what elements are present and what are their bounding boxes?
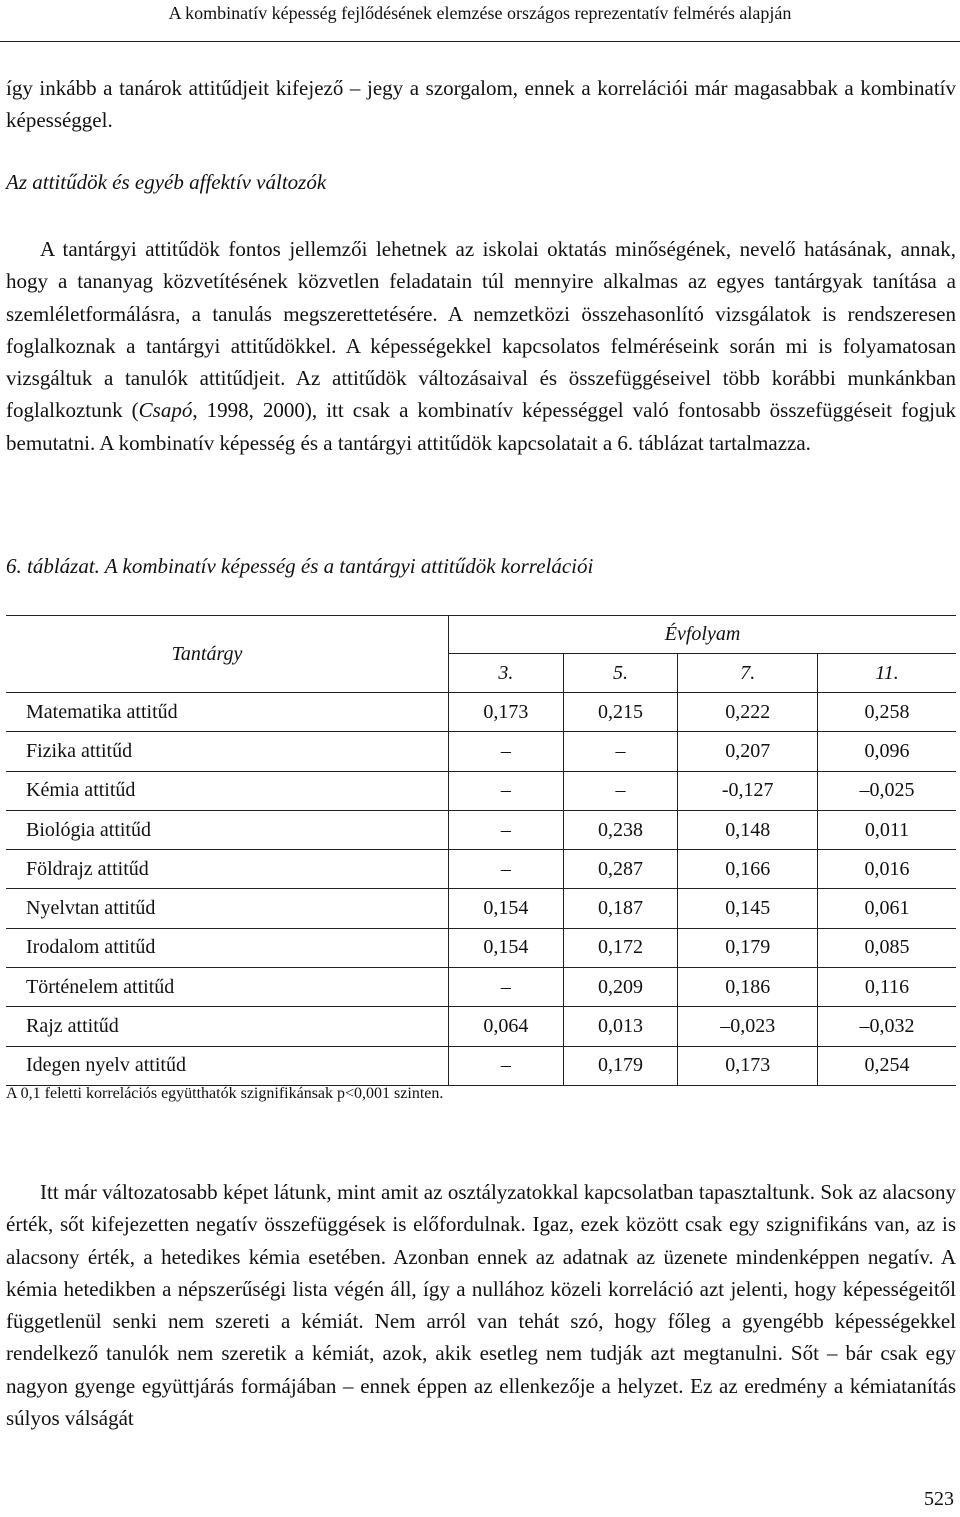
header-rule [0, 41, 960, 42]
correlation-cell: 0,287 [563, 850, 678, 889]
correlation-cell: 0,186 [678, 968, 818, 1007]
correlation-cell: 0,166 [678, 850, 818, 889]
row-subject-label: Idegen nyelv attitűd [6, 1046, 449, 1085]
correlation-cell: 0,148 [678, 810, 818, 849]
correlation-cell: 0,013 [563, 1007, 678, 1046]
table-row [6, 850, 956, 889]
row-subject-label: Irodalom attitűd [6, 928, 449, 967]
grade-group-header: Évfolyam [449, 616, 957, 654]
row-subject-label: Biológia attitűd [6, 810, 449, 849]
table-row [6, 1007, 956, 1046]
row-subject-label: Fizika attitűd [6, 732, 449, 771]
row-subject-label: Földrajz attitűd [6, 850, 449, 889]
correlation-table [6, 615, 956, 1086]
correlation-cell: 0,172 [563, 928, 678, 967]
row-subject-label: Matematika attitűd [6, 693, 449, 732]
correlation-cell: 0,154 [449, 889, 564, 928]
correlation-cell: 0,215 [563, 693, 678, 732]
correlation-cell: 0,016 [818, 850, 956, 889]
table-body [6, 693, 956, 1086]
subject-column-header: Tantárgy [6, 616, 449, 693]
correlation-cell: – [449, 1046, 564, 1085]
correlation-cell: 0,116 [818, 968, 956, 1007]
table-footnote: A 0,1 feletti korrelációs együtthatók szignifikánsak p<0,001 szinten. [6, 1085, 444, 1102]
correlation-cell: 0,254 [818, 1046, 956, 1085]
correlation-cell: – [563, 732, 678, 771]
correlation-cell: 0,011 [818, 810, 956, 849]
paragraph-attitudes [6, 233, 956, 459]
correlation-cell: –0,032 [818, 1007, 956, 1046]
grade-header-cell: 11. [818, 654, 956, 693]
correlation-cell: 0,096 [818, 732, 956, 771]
paragraph-discussion-text: Itt már változatosabb képet látunk, mint amit az osztályzatokkal kapcsolatban tapasztaltunk. Sok az alacsony érték, sőt kifejezetten negatív összefüggések is előfordulnak. Igaz, ezek között csak egy szignifikáns van, az is alacsony érték, a hetedikes kémia esetében. Azonban ennek az adatnak az üzenete mindenképpen negatív. A kémia hetedikben a népszerűségi lista végén áll, így a nullához közeli korreláció azt jelenti, hogy képességeitől függetlenül senki nem szereti a kémiát. Nem arról van tehát szó, hogy főleg a gyengébb képességekkel rendelkező tanulók nem szeretik a kémiát, azok, akik esetleg nem tudják azt megtanulni. Sőt – bár csak egy nagyon gyenge együttjárás formájában – ennek éppen az ellenkezője a helyzet. Ez az eredmény a kémiatanítás súlyos válságát [6, 1180, 956, 1431]
grade-header-cell: 7. [678, 654, 818, 693]
table-caption: 6. táblázat. A kombinatív képesség és a tantárgyi attitűdök korrelációi [6, 554, 594, 578]
table-row [6, 732, 956, 771]
correlation-cell: 0,173 [449, 693, 564, 732]
running-title: A kombinatív képesség fejlődésének elemzése országos reprezentatív felmérés alapján [168, 3, 792, 23]
paragraph-attitudes-text-end: , 1998, 2000), itt csak a kombinatív képességgel való fontosabb összefüggéseit fogjuk bemutatni. A kombinatív képesség és a tantárgyi attitűdök kapcsolatait a 6. táblázat tartalmazza. [6, 398, 956, 455]
correlation-cell: 0,173 [678, 1046, 818, 1085]
table-row [6, 928, 956, 967]
correlation-cell: – [449, 850, 564, 889]
correlation-cell: – [449, 968, 564, 1007]
row-subject-label: Nyelvtan attitűd [6, 889, 449, 928]
correlation-cell: – [563, 771, 678, 810]
correlation-cell: –0,025 [818, 771, 956, 810]
page-number: 523 [924, 1488, 954, 1510]
paragraph-intro: így inkább a tanárok attitűdjeit kifejező – jegy a szorgalom, ennek a korrelációi már magasabbak a kombinatív képességgel. [6, 76, 956, 133]
correlation-cell: 0,145 [678, 889, 818, 928]
row-subject-label: Történelem attitűd [6, 968, 449, 1007]
grade-header-cell: 5. [563, 654, 678, 693]
correlation-cell: 0,064 [449, 1007, 564, 1046]
table-row [6, 968, 956, 1007]
row-subject-label: Kémia attitűd [6, 771, 449, 810]
paragraph-attitudes-text: A tantárgyi attitűdök fontos jellemzői lehetnek az iskolai oktatás minőségének, nevelő hatásának, annak, hogy a tananyag közvetítésének közvetlen feladatain túl mennyire alkalmas az egyes tantárgyak tanítása a szemléletformálásra, a tanulás megszerettetésére. A nemzetközi összehasonlító vizsgálatok is rendszeresen foglalkoznak a tantárgyi attitűdökkel. A képességekkel kapcsolatos felméréseink során mi is folyamatosan vizsgáltuk a tanulók attitűdjeit. Az attitűdök változásaival és összefüggéseivel több korábbi munkánkban foglalkoztunk ( [6, 237, 956, 423]
correlation-cell: 0,238 [563, 810, 678, 849]
correlation-cell: 0,179 [563, 1046, 678, 1085]
correlation-cell: – [449, 771, 564, 810]
correlation-cell: –0,023 [678, 1007, 818, 1046]
correlation-cell: 0,258 [818, 693, 956, 732]
correlation-cell: – [449, 732, 564, 771]
row-subject-label: Rajz attitűd [6, 1007, 449, 1046]
correlation-cell: 0,179 [678, 928, 818, 967]
table-row [6, 771, 956, 810]
paragraph-discussion [6, 1176, 956, 1434]
citation-author: Csapó [138, 398, 193, 423]
correlation-cell: 0,207 [678, 732, 818, 771]
correlation-cell: 0,187 [563, 889, 678, 928]
correlation-cell: 0,222 [678, 693, 818, 732]
correlation-cell: 0,085 [818, 928, 956, 967]
correlation-cell: 0,061 [818, 889, 956, 928]
table-row [6, 889, 956, 928]
correlation-cell: -0,127 [678, 771, 818, 810]
grade-header-cell: 3. [449, 654, 564, 693]
table-row [6, 693, 956, 732]
table-row [6, 810, 956, 849]
correlation-cell: – [449, 810, 564, 849]
table-row [6, 1046, 956, 1085]
section-heading: Az attitűdök és egyéb affektív változók [6, 170, 327, 194]
correlation-cell: 0,154 [449, 928, 564, 967]
correlation-cell: 0,209 [563, 968, 678, 1007]
